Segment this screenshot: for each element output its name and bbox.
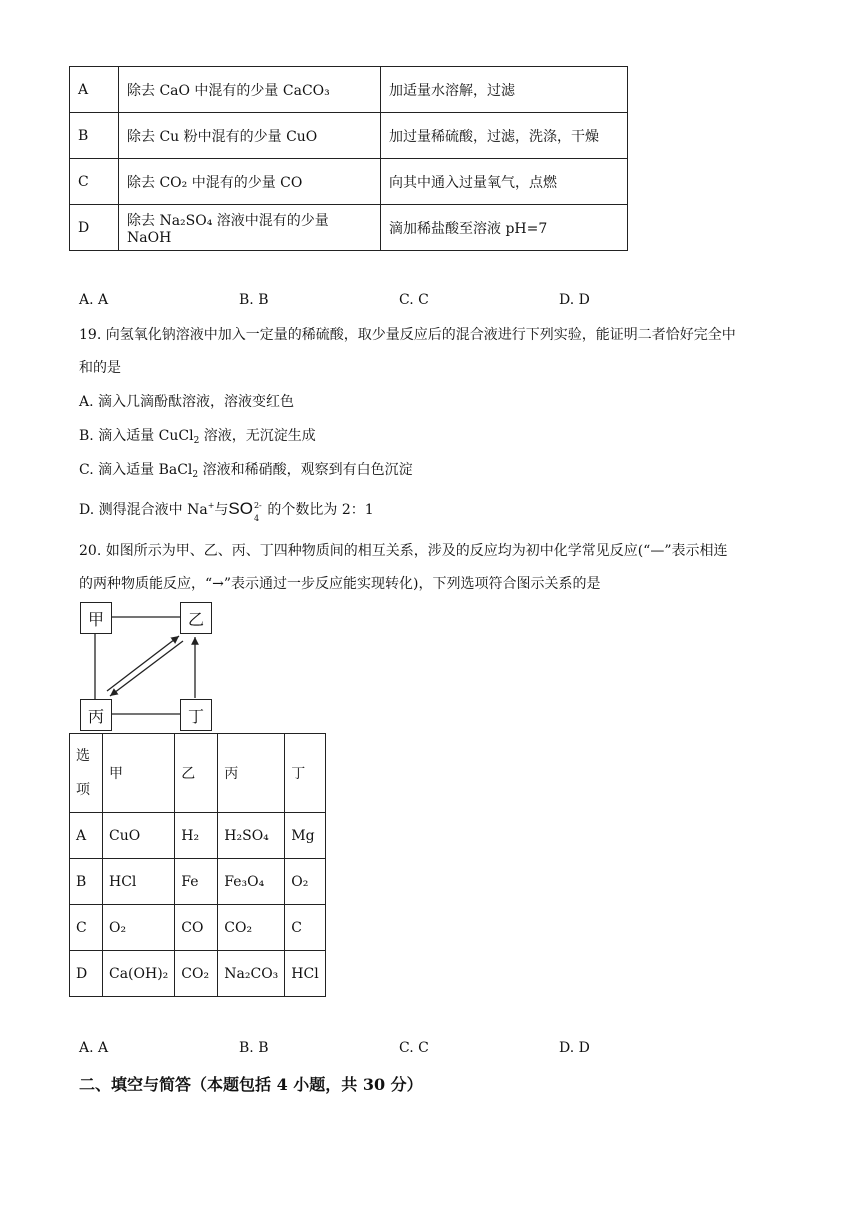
cell: O₂ (285, 859, 326, 905)
q20-table (69, 733, 326, 997)
q19-stem-line2: 和的是 (79, 360, 121, 376)
option-cell: C (70, 159, 119, 205)
cell: HCl (285, 951, 326, 997)
cell: CO (175, 905, 218, 951)
cell: HCl (103, 859, 175, 905)
choice-b[interactable]: B. B (239, 292, 269, 308)
choice-a[interactable]: A. A (79, 1040, 109, 1056)
q20-choices (79, 1040, 719, 1056)
table-row (70, 813, 326, 859)
task-cell: 除去 CaO 中混有的少量 CaCO₃ (119, 67, 381, 113)
table-row (70, 113, 628, 159)
q20-stem-line2: 的两种物质能反应，“→”表示通过一步反应能实现转化)，下列选项符合图示关系的是 (79, 576, 601, 592)
text: 的个数比为 2：1 (262, 502, 374, 518)
choice-c[interactable]: C. C (399, 292, 429, 308)
cell: C (70, 905, 103, 951)
q19-option-c[interactable] (79, 460, 413, 482)
method-cell: 滴加稀盐酸至溶液 pH=7 (381, 205, 628, 251)
task-cell: 除去 Na₂SO₄ 溶液中混有的少量 NaOH (119, 205, 381, 251)
header-option-text: 选项 (76, 748, 90, 798)
text: D. 测得混合液中 Na (79, 502, 208, 518)
table-row (70, 951, 326, 997)
text: B. 滴入适量 CuCl (79, 428, 194, 444)
table-row (70, 905, 326, 951)
box-yi: 乙 (180, 602, 212, 634)
arrow-yi-bing (110, 641, 183, 696)
header-cell: 乙 (175, 734, 218, 813)
cell: C (285, 905, 326, 951)
q19-option-b[interactable] (79, 426, 316, 448)
subscript: 2 (193, 436, 200, 446)
choice-c[interactable]: C. C (399, 1040, 429, 1056)
table-row (70, 859, 326, 905)
box-jia: 甲 (80, 602, 112, 634)
cell: CO₂ (175, 951, 218, 997)
text: 溶液，无沉淀生成 (199, 428, 316, 444)
cell: O₂ (103, 905, 175, 951)
choice-d[interactable]: D. D (559, 1040, 590, 1056)
q19-option-a[interactable]: A. 滴入几滴酚酞溶液，溶液变红色 (79, 394, 295, 410)
header-cell: 丙 (218, 734, 285, 813)
table-row (70, 205, 628, 251)
method-cell: 向其中通入过量氧气，点燃 (381, 159, 628, 205)
text: 溶液和稀硝酸，观察到有白色沉淀 (198, 462, 413, 478)
cell: H₂SO₄ (218, 813, 285, 859)
cell: A (70, 813, 103, 859)
text: 与 (214, 502, 229, 518)
sulfate-symbol: SO (228, 499, 253, 518)
relation-diagram (79, 601, 214, 734)
option-cell: A (70, 67, 119, 113)
cell: Fe₃O₄ (218, 859, 285, 905)
superscript: + (207, 501, 215, 510)
box-ding: 丁 (180, 699, 212, 731)
cell: Mg (285, 813, 326, 859)
choice-a[interactable]: A. A (79, 292, 109, 308)
q20-stem-line1: 20. 如图所示为甲、乙、丙、丁四种物质间的相互关系，涉及的反应均为初中化学常见反应(“—”表示相连 (79, 543, 728, 559)
subscript: 2 (192, 470, 199, 480)
header-cell (70, 734, 103, 813)
table-row (70, 67, 628, 113)
cell: CuO (103, 813, 175, 859)
cell: Na₂CO₃ (218, 951, 285, 997)
cell: Ca(OH)₂ (103, 951, 175, 997)
option-cell: B (70, 113, 119, 159)
superscript: 2- (253, 501, 262, 510)
cell: H₂ (175, 813, 218, 859)
task-cell: 除去 Cu 粉中混有的少量 CuO (119, 113, 381, 159)
header-cell: 丁 (285, 734, 326, 813)
method-cell: 加过量稀硫酸，过滤，洗涤，干燥 (381, 113, 628, 159)
cell: B (70, 859, 103, 905)
q19-option-d[interactable] (79, 499, 374, 522)
box-bing: 丙 (80, 699, 112, 731)
choice-b[interactable]: B. B (239, 1040, 269, 1056)
option-cell: D (70, 205, 119, 251)
text: C. 滴入适量 BaCl (79, 462, 193, 478)
header-cell: 甲 (103, 734, 175, 813)
task-cell: 除去 CO₂ 中混有的少量 CO (119, 159, 381, 205)
q18-choices (79, 292, 719, 308)
cell: CO₂ (218, 905, 285, 951)
q18-table (69, 66, 628, 251)
q19-stem-line1: 19. 向氢氧化钠溶液中加入一定量的稀硫酸，取少量反应后的混合液进行下列实验，能证明二者恰好完全中 (79, 327, 736, 343)
section-title: 二、填空与简答（本题包括 4 小题，共 30 分） (79, 1075, 423, 1094)
method-cell: 加适量水溶解，过滤 (381, 67, 628, 113)
table-row (70, 159, 628, 205)
cell: Fe (175, 859, 218, 905)
table-header-row (70, 734, 326, 813)
choice-d[interactable]: D. D (559, 292, 590, 308)
sulfate-index (253, 501, 263, 523)
subscript: 4 (253, 514, 260, 523)
cell: D (70, 951, 103, 997)
arrow-bing-yi (107, 636, 179, 691)
